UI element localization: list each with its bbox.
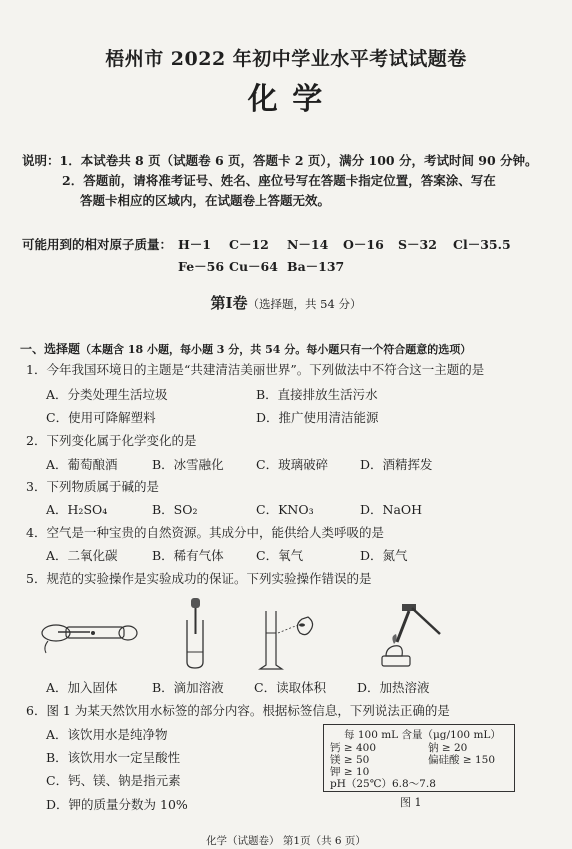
question-2-stem: 2．下列变化属于化学变化的是 [26,433,197,448]
question-2-option-a[interactable]: A．葡萄酿酒 [46,457,118,472]
figure-caption: 图 1 [400,796,422,809]
question-4-option-d[interactable]: D．氮气 [360,548,408,563]
question-3-option-a[interactable]: A．H₂SO₄ [46,502,108,517]
part-desc: （本题含 18 小题，每小题 3 分，共 54 分。每小题只有一个符合题意的选项） [80,343,472,356]
atomic-mass-item: N－14 [287,237,329,252]
note-line-1: 说明：1．本试卷共 8 页（试题卷 6 页，答题卡 2 页），满分 100 分，考试时间 90 分钟。 [22,153,538,168]
question-3-stem: 3．下列物质属于碱的是 [26,479,159,494]
question-1-option-d[interactable]: D．推广使用清洁能源 [256,410,379,425]
atomic-mass-item: S－32 [398,237,437,252]
question-4-option-c[interactable]: C．氧气 [256,548,304,563]
question-1-option-a[interactable]: A．分类处理生活垃圾 [46,387,168,402]
question-3-option-c[interactable]: C．KNO₃ [256,502,314,517]
question-1-stem: 1．今年我国环境日的主题是“共建清洁美丽世界”。下列做法中不符合这一主题的是 [26,362,485,377]
question-5-option-d[interactable]: D．加热溶液 [357,680,430,695]
question-3-option-b[interactable]: B．SO₂ [152,502,198,517]
water-label-calcium: 钙 ≥ 400 [330,742,377,754]
section-heading [0,292,572,313]
question-2-option-c[interactable]: C．玻璃破碎 [256,457,329,472]
question-5-stem: 5．规范的实验操作是实验成功的保证。下列实验操作错误的是 [26,571,372,586]
water-label-potassium: 钾 ≥ 10 [330,766,370,778]
atomic-mass-item: Ba－137 [287,259,345,274]
water-label-box [323,724,515,792]
page-footer: 化学（试题卷） 第1页（共 6 页） [206,835,366,847]
exam-title: 梧州市 2022 年初中学业水平考试试题卷 [105,48,467,70]
question-6-stem: 6．图 1 为某天然饮用水标签的部分内容。根据标签信息，下列说法正确的是 [26,703,450,718]
question-4-stem: 4．空气是一种宝贵的自然资源。其成分中，能供给人类呼吸的是 [26,525,384,540]
note-line-2: 2．答题前，请将准考证号、姓名、座位号写在答题卡指定位置，答案涂、写在 [62,173,496,188]
question-5-option-c[interactable]: C．读取体积 [254,680,327,695]
add-solid-illustration [38,605,138,660]
section-subtitle: （选择题，共 54 分） [247,297,362,311]
atomic-mass-item: O－16 [343,237,384,252]
atomic-mass-item: Cl－35.5 [453,237,511,252]
question-6-option-a[interactable]: A．该饮用水是纯净物 [46,727,168,742]
water-label-sodium: 钠 ≥ 20 [428,742,468,754]
question-4-option-b[interactable]: B．稀有气体 [152,548,224,563]
question-2-option-b[interactable]: B．冰雪融化 [152,457,224,472]
question-4-option-a[interactable]: A．二氧化碳 [46,548,118,563]
water-label-magnesium: 镁 ≥ 50 [330,754,370,766]
part-heading [20,340,471,357]
question-2-option-d[interactable]: D．酒精挥发 [360,457,433,472]
water-label-metasilicic: 偏硅酸 ≥ 150 [428,754,496,766]
drip-solution-illustration [178,596,214,670]
question-6-option-c[interactable]: C．钙、镁、钠是指元素 [46,773,181,788]
question-3-option-d[interactable]: D．NaOH [360,502,423,517]
section-title: 第Ⅰ卷 [210,294,248,312]
question-5-option-b[interactable]: B．滴加溶液 [152,680,224,695]
question-5-option-a[interactable]: A．加入固体 [46,680,118,695]
heat-solution-illustration [372,598,452,670]
atomic-mass-item: C－12 [229,237,269,252]
question-6-option-b[interactable]: B．该饮用水一定呈酸性 [46,750,181,765]
question-1-option-c[interactable]: C．使用可降解塑料 [46,410,156,425]
atomic-mass-item: Cu－64 [229,259,278,274]
part-title: 一、选择题 [20,342,81,356]
atomic-mass-item: Fe－56 [178,259,225,274]
read-volume-illustration [258,603,328,671]
question-1-option-b[interactable]: B．直接排放生活污水 [256,387,378,402]
water-label-ph: pH（25℃）6.8～7.8 [330,778,436,790]
water-label-title: 每 100 mL 含量（μg/100 mL） [344,729,501,741]
note-line-3: 答题卡相应的区域内，在试题卷上答题无效。 [80,193,331,208]
atomic-mass-item: H－1 [178,237,212,252]
atomic-mass-label: 可能用到的相对原子质量： [22,237,173,252]
question-6-option-d[interactable]: D．钾的质量分数为 10% [46,797,188,812]
subject-title: 化 学 [247,82,325,117]
